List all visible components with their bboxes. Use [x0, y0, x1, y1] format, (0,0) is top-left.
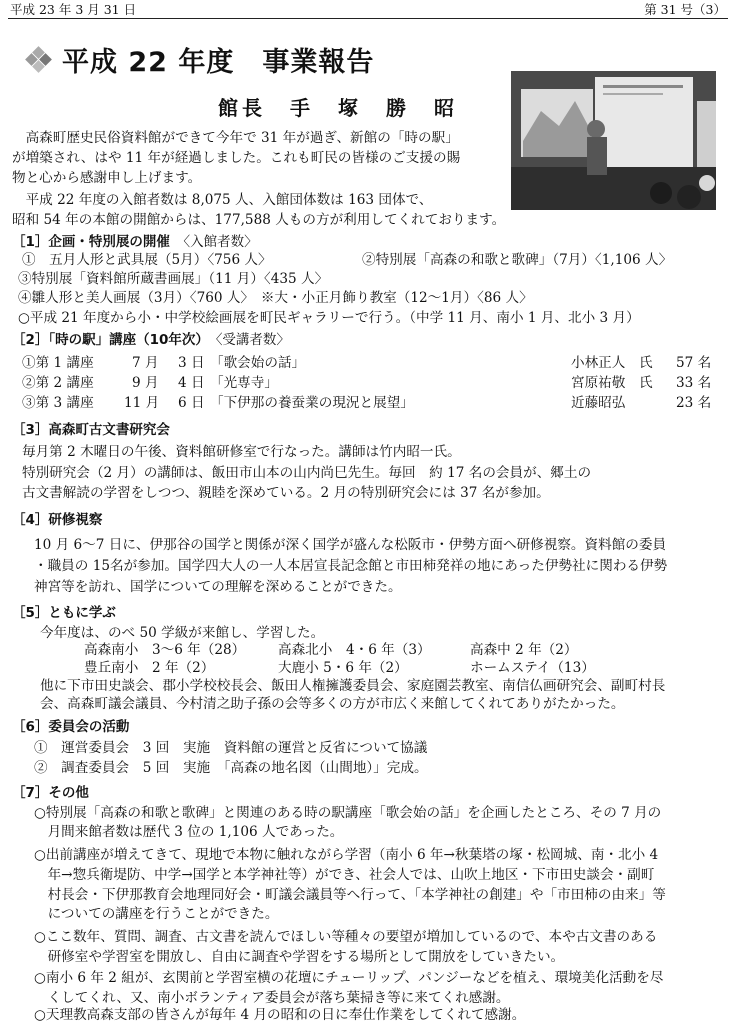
school-visit: ホームステイ（13）: [470, 660, 595, 676]
section-title: ［2］「時の駅」講座（10年次）: [12, 332, 203, 348]
school-visit: 高森南小 3～6 年（28）: [84, 642, 246, 658]
lecturer: 近藤昭弘: [571, 395, 626, 411]
paragraph-line: ○天理教高森支部の皆さんが毎年 4 月の昭和の日に奉仕作業をしてくれて感謝。: [34, 1007, 526, 1023]
intro-line: 平成 22 年度の入館者数は 8,075 人、入館団体数は 163 団体で、: [12, 192, 433, 208]
section-heading: [12, 718, 129, 737]
paragraph-line: 古文書解読の学習をしつつ、親睦を深めている。2 月の特別研究会には 37 名が参加。: [22, 485, 550, 501]
article-title-row: [22, 40, 374, 79]
exhibit-item: ④雛人形と美人画展（3月）〈760 人〉 ※大・小正月飾り教室（12～1月）〈86 人〉: [18, 290, 533, 306]
lecture-topic: 「下伊那の養蚕業の現況と展望」: [210, 395, 414, 411]
paragraph-line: 特別研究会（2 月）の講師は、飯田市山本の山内尚巳先生。毎回 約 17 名の会員が、郷土の: [22, 465, 592, 481]
lecture-topic: 「光専寺」: [210, 375, 278, 391]
exhibit-item: ○平成 21 年度から小・中学校絵画展を町民ギャラリーで行う。（中学 11 月、南小 1 月、北小 3 月）: [18, 310, 640, 326]
paragraph-line: ○特別展「高森の和歌と歌碑」と関連のある時の駅講座「歌会始の話」を企画したところ、その 7 月の: [34, 805, 662, 821]
diamond-ornament-icon: [22, 47, 56, 73]
intro-line: 昭和 54 年の本館の開館からは、177,588 人もの方が利用してくれております。: [12, 212, 506, 228]
attendance: 23 名: [676, 395, 712, 411]
section-title: ［7］その他: [12, 785, 89, 801]
paragraph-line: 月間来館者数は歴代 3 位の 1,106 人であった。: [34, 824, 344, 840]
lecture-topic: 「歌会始の話」: [210, 355, 306, 371]
article-title: 平成 22 年度 事業報告: [62, 47, 375, 78]
section-heading: [12, 784, 89, 803]
section-note: 〈入館者数〉: [183, 234, 258, 250]
lecture-month: 9 月: [132, 375, 159, 391]
section-heading: [12, 511, 102, 530]
header-rule: [8, 18, 728, 19]
paragraph-line: ○南小 6 年 2 組が、玄関前と学習室横の花壇にチューリップ、パンジーなどを植え、環境美化活動を尽: [34, 970, 664, 986]
lecturer: 小林正人 氏: [571, 355, 653, 371]
paragraph-line: ① 運営委員会 3 回 実施 資料館の運営と反省について協議: [34, 740, 428, 756]
paragraph-line: 村長会・下伊那教育会地理同好会・町議会議員等へ行って、「本学神社の創建」や「市田柿の由来」等: [34, 887, 666, 903]
paragraph-line: くしてくれ、又、南小ボランティア委員会が落ち葉掃き等に来てくれ感謝。: [34, 990, 510, 1006]
intro-line: 高森町歴史民俗資料館ができて今年で 31 年が過ぎ、新館の「時の駅」: [12, 130, 459, 146]
school-visit: 高森中 2 年（2）: [470, 642, 578, 658]
page-header: [10, 0, 726, 17]
attendance: 57 名: [676, 355, 712, 371]
section-title: ［3］高森町古文書研究会: [12, 422, 170, 438]
section-heading: [12, 331, 290, 350]
attendance: 33 名: [676, 375, 712, 391]
section-title: ［1］企画・特別展の開催: [12, 234, 170, 250]
section-heading: [12, 421, 170, 440]
lecture-day: 6 日: [178, 395, 205, 411]
school-visit: 高森北小 4・6 年（3）: [278, 642, 431, 658]
intro-line: が増築され、はや 11 年が経過しました。これも町民の皆様のご支援の賜: [12, 150, 461, 166]
lecture-month: 7 月: [132, 355, 159, 371]
paragraph-line: 神宮等を訪れ、国学についての理解を深めることができた。: [34, 579, 402, 595]
section-heading: [12, 233, 258, 252]
section-heading: [12, 604, 116, 623]
paragraph-line: ○ここ数年、質問、調査、古文書を読んでほしい等種々の要望が増加しているので、本や古文書のある: [34, 929, 658, 945]
paragraph-line: 今年度は、のべ 50 学級が来館し、学習した。: [40, 625, 325, 641]
paragraph-line: ② 調査委員会 5 回 実施 「高森の地名図（山間地）」完成。: [34, 760, 428, 776]
paragraph-line: についての講座を行うことができた。: [34, 906, 279, 922]
paragraph-line: 研修室や学習室を開放し、自由に調査や学習をする場所として開放をしていきたい。: [34, 949, 565, 965]
paragraph-line: 年→惣兵衛堤防、中学→国学と本学神社等）ができ、社会人では、山吹上地区・下市田史談会・副町: [34, 867, 655, 883]
lecture-day: 4 日: [178, 375, 205, 391]
section-title: ［5］ともに学ぶ: [12, 605, 116, 621]
exhibit-item: ① 五月人形と武具展（5月）〈756 人〉: [22, 252, 272, 268]
lecture-day: 3 日: [178, 355, 205, 371]
intro-line: 物と心から感謝申し上げます。: [12, 170, 202, 186]
lecture-no: ①第 1 講座: [22, 355, 94, 371]
school-visit: 豊丘南小 2 年（2）: [84, 660, 215, 676]
paragraph-line: 他に下市田史談会、郡小学校校長会、飯田人権擁護委員会、家庭園芸教室、南信仏画研究会、副町村長: [40, 678, 666, 694]
paragraph-line: 毎月第 2 木曜日の午後、資料館研修室で行なった。講師は竹内昭一氏。: [22, 444, 461, 460]
exhibit-item: ③特別展「資料館所蔵書画展」（11 月）〈435 人〉: [18, 271, 329, 287]
exhibit-item: ②特別展「高森の和歌と歌碑」（7月）〈1,106 人〉: [362, 252, 673, 268]
paragraph-line: 10 月 6～7 日に、伊那谷の国学と関係が深く国学が盛んな松阪市・伊勢方面へ研修視察。資料館の委員: [34, 537, 667, 553]
section-title: ［4］研修視察: [12, 512, 103, 528]
lecture-no: ②第 2 講座: [22, 375, 94, 391]
section-title: ［6］委員会の活動: [12, 719, 130, 735]
paragraph-line: 会、高森町議会議員、今村清之助子孫の会等多くの方が市広く来館してくれてありがたかった。: [40, 696, 625, 712]
school-visit: 大鹿小 5・6 年（2）: [278, 660, 408, 676]
author-line: 館長 手 塚 勝 昭: [218, 96, 458, 120]
issue-number: 第 31 号（3）: [644, 2, 726, 17]
issue-date: 平成 23 年 3 月 31 日: [10, 2, 137, 17]
section-note: 〈受講者数〉: [215, 332, 290, 348]
lecturer: 宮原祐敬 氏: [571, 375, 653, 391]
lecture-photo: [511, 71, 716, 210]
paragraph-line: ・職員の 15名が参加。国学四大人の一人本居宣長記念館と市田柿発祥の地にあった伊勢社に関わる伊勢: [34, 558, 668, 574]
paragraph-line: ○出前講座が増えてきて、現地で本物に触れながら学習（南小 6 年→秋葉塔の塚・松岡城、南・北小 4: [34, 847, 659, 863]
lecture-month: 11 月: [124, 395, 160, 411]
lecture-no: ③第 3 講座: [22, 395, 94, 411]
